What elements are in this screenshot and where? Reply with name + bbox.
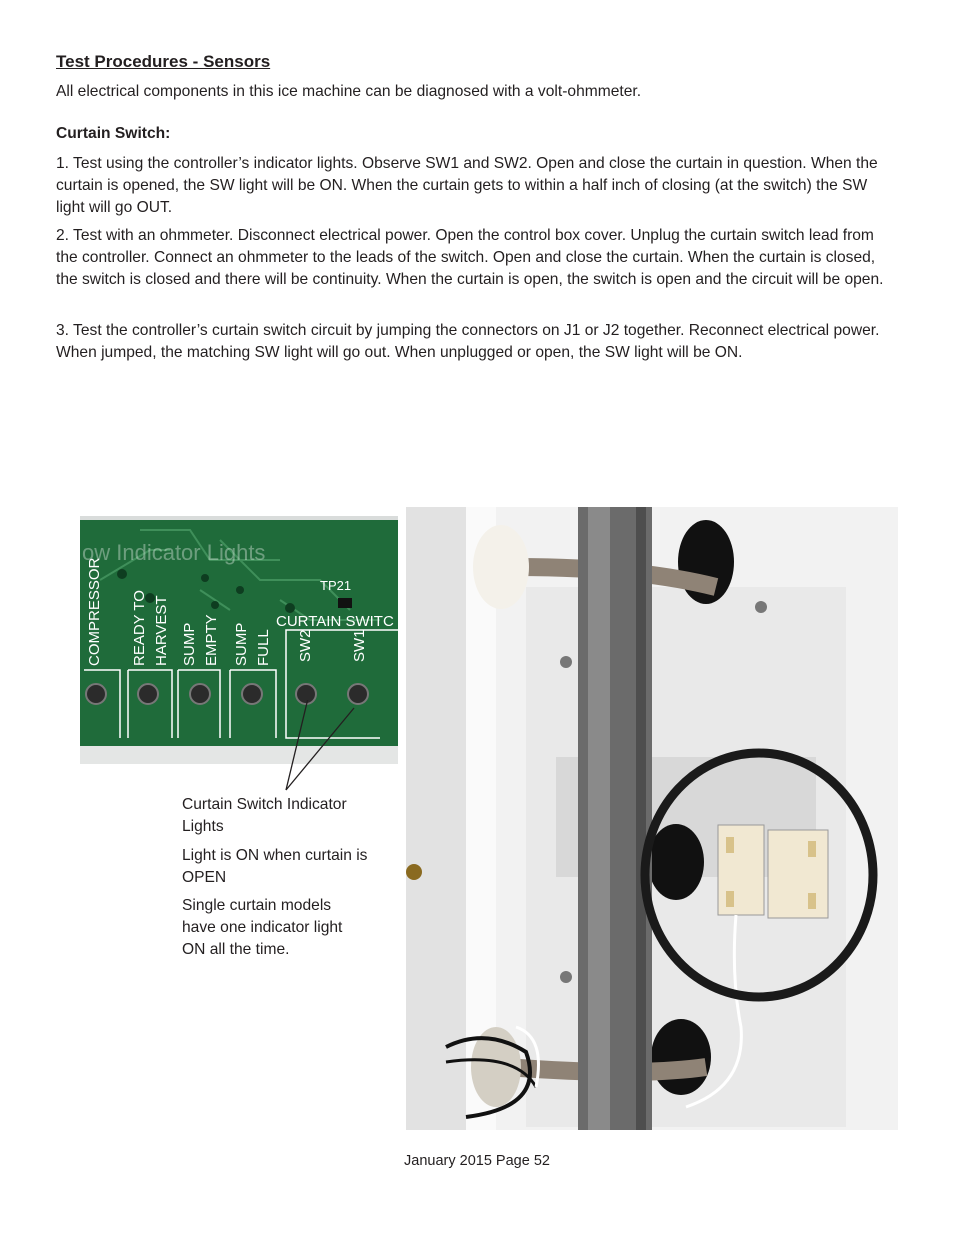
step-3-paragraph: 3. Test the controller’s curtain switch circuit by jumping the connectors on J1 or J2 together. Reconnect electrical power. When jumped, the matching SW light will go out. When unplugged or open, the SW light will be ON.: [56, 322, 880, 361]
pcb-label-full: FULL: [255, 629, 272, 666]
intro-paragraph: All electrical components in this ice machine can be diagnosed with a volt-ohmmeter.: [56, 83, 642, 100]
pcb-tp21-label: TP21: [320, 578, 352, 593]
page-heading: Test Procedures - Sensors: [56, 52, 271, 71]
step-1-paragraph: 1. Test using the controller’s indicator lights. Observe SW1 and SW2. Open and close the curtain in question. When the curtain is opened, the SW light will be ON. When the curtain gets to within a half inch of closing (at the switch) the SW light will go OUT.: [56, 155, 878, 216]
pcb-label-sump-1: SUMP: [181, 622, 198, 666]
caption-indicator-lights: Curtain Switch Indicator Lights: [182, 796, 347, 835]
pcb-label-compressor: COMPRESSOR: [86, 557, 103, 666]
pcb-label-sump-2: SUMP: [233, 622, 250, 666]
section-subheading: Curtain Switch:: [56, 125, 171, 142]
pcb-label-empty: EMPTY: [203, 614, 220, 666]
step-2-paragraph: 2. Test with an ohmmeter. Disconnect electrical power. Open the control box cover. Unplug the curtain switch lead from the controller. Connect an ohmmeter to the leads of the switch. Open and close the curtain. When the curtain is closed, the switch is closed and there will be continuity. When the curtain is open, the switch is open and the circuit will be open.: [56, 227, 884, 288]
caption-single-curtain: Single curtain models have one indicator light ON all the time.: [182, 897, 343, 958]
pcb-label-ready-to: READY TO: [131, 590, 148, 666]
pcb-label-sw1: SW1: [351, 629, 368, 662]
caption-pointer-lines: [270, 700, 370, 800]
pcb-label-harvest: HARVEST: [153, 595, 170, 666]
pcb-curtain-switch-label: CURTAIN SWITC: [276, 613, 394, 630]
pcb-label-sw2: SW2: [297, 629, 314, 662]
pcb-ghost-text: ow Indicator Lights: [82, 540, 266, 565]
caption-light-on-open: Light is ON when curtain is OPEN: [182, 847, 368, 886]
curtain-switch-photo: [406, 507, 898, 1130]
page-footer: January 2015 Page 52: [404, 1153, 550, 1169]
